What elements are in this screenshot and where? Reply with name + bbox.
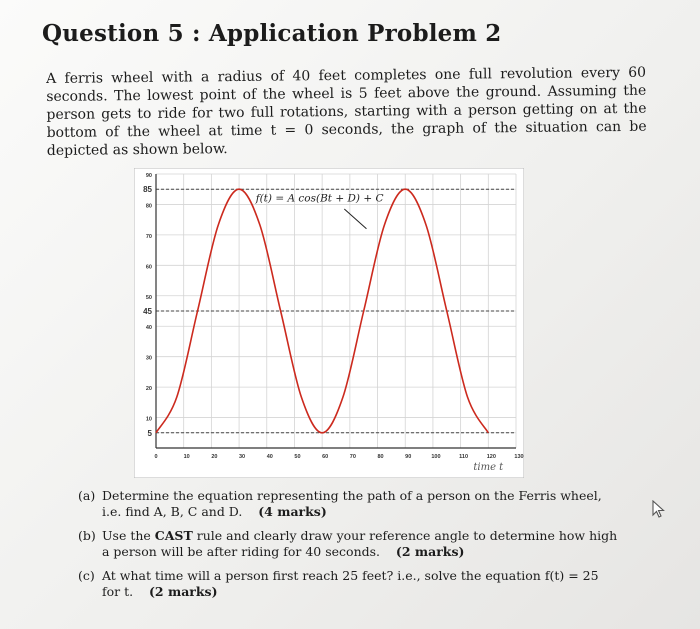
question-list [78,488,618,608]
mouse-pointer-icon [652,500,666,518]
y-tick-label-7: 60 [145,264,152,271]
y-tick-label-11: 90 [145,173,152,179]
question-b-text-pre: Use the [102,528,151,543]
y-tick-label-8: 70 [145,233,152,240]
problem-statement [46,64,647,160]
question-c-marks: (2 marks) [149,584,218,599]
x-tick-label-8: 80 [377,454,384,460]
y-tick-label-5: 45 [143,307,152,316]
y-tick-label-6: 50 [145,294,152,301]
y-tick-label-1: 10 [145,416,152,423]
question-a-label: (a) [78,488,96,503]
x-tick-label-11: 110 [459,454,469,460]
question-a-body [102,488,618,520]
x-tick-label-6: 60 [322,454,329,460]
x-tick-label-2: 20 [211,454,218,460]
x-tick-label-3: 30 [239,454,246,460]
x-tick-label-13: 130 [514,454,524,460]
x-tick-label-12: 120 [486,454,496,460]
question-c-body [102,568,618,600]
x-tick-label-5: 50 [294,454,301,460]
question-title: Question 5 : Application Problem 2 [42,20,502,47]
y-tick-label-9: 80 [145,203,152,210]
question-c-label: (c) [78,568,95,583]
y-tick-label-2: 20 [145,386,152,393]
equation-annotation: f(t) = A cos(Bt + D) + C [255,192,384,205]
x-axis-label: time t [473,462,504,473]
question-a-marks: (4 marks) [258,504,327,519]
x-tick-label-4: 40 [266,454,273,460]
question-c [78,568,618,600]
x-tick-label-0: 0 [154,454,158,460]
x-tick-label-1: 10 [183,454,190,460]
question-a-text: Determine the equation representing the path of a person on the Ferris wheel, i.e. find A, B, C and D. [102,488,602,519]
ferris-wheel-graph [134,168,524,478]
question-c-text: At what time will a person first reach 25 feet? i.e., solve the equation f(t) = 25 for t. [102,568,599,599]
plot-background [134,168,524,478]
y-tick-label-4: 40 [145,325,152,332]
question-b-body [102,528,618,560]
question-a [78,488,618,520]
x-tick-label-7: 70 [349,454,356,460]
question-b-text-post: rule and clearly draw your reference angle to determine how high a person will be after riding for 40 seconds. [102,528,618,559]
chart-svg [134,168,524,478]
y-tick-label-3: 30 [145,355,152,362]
question-b-bold-word: CAST [154,528,193,543]
question-b [78,528,618,560]
x-tick-label-9: 90 [405,454,412,460]
question-b-marks: (2 marks) [395,544,465,559]
problem-text: A ferris wheel with a radius of 40 feet completes one full revolution every 60 seconds. The lowest point of the wheel is 5 feet above the ground. Assuming the person gets to ride for two full rotations, starting with a person getting on at the bottom of the wheel at time t = 0 seconds, the graph of the situation can be depicted as shown below. [46,64,647,159]
y-tick-label-10: 85 [143,185,152,195]
question-b-label: (b) [78,528,96,543]
y-tick-label-0: 5 [147,428,152,438]
x-tick-label-10: 100 [431,454,441,460]
